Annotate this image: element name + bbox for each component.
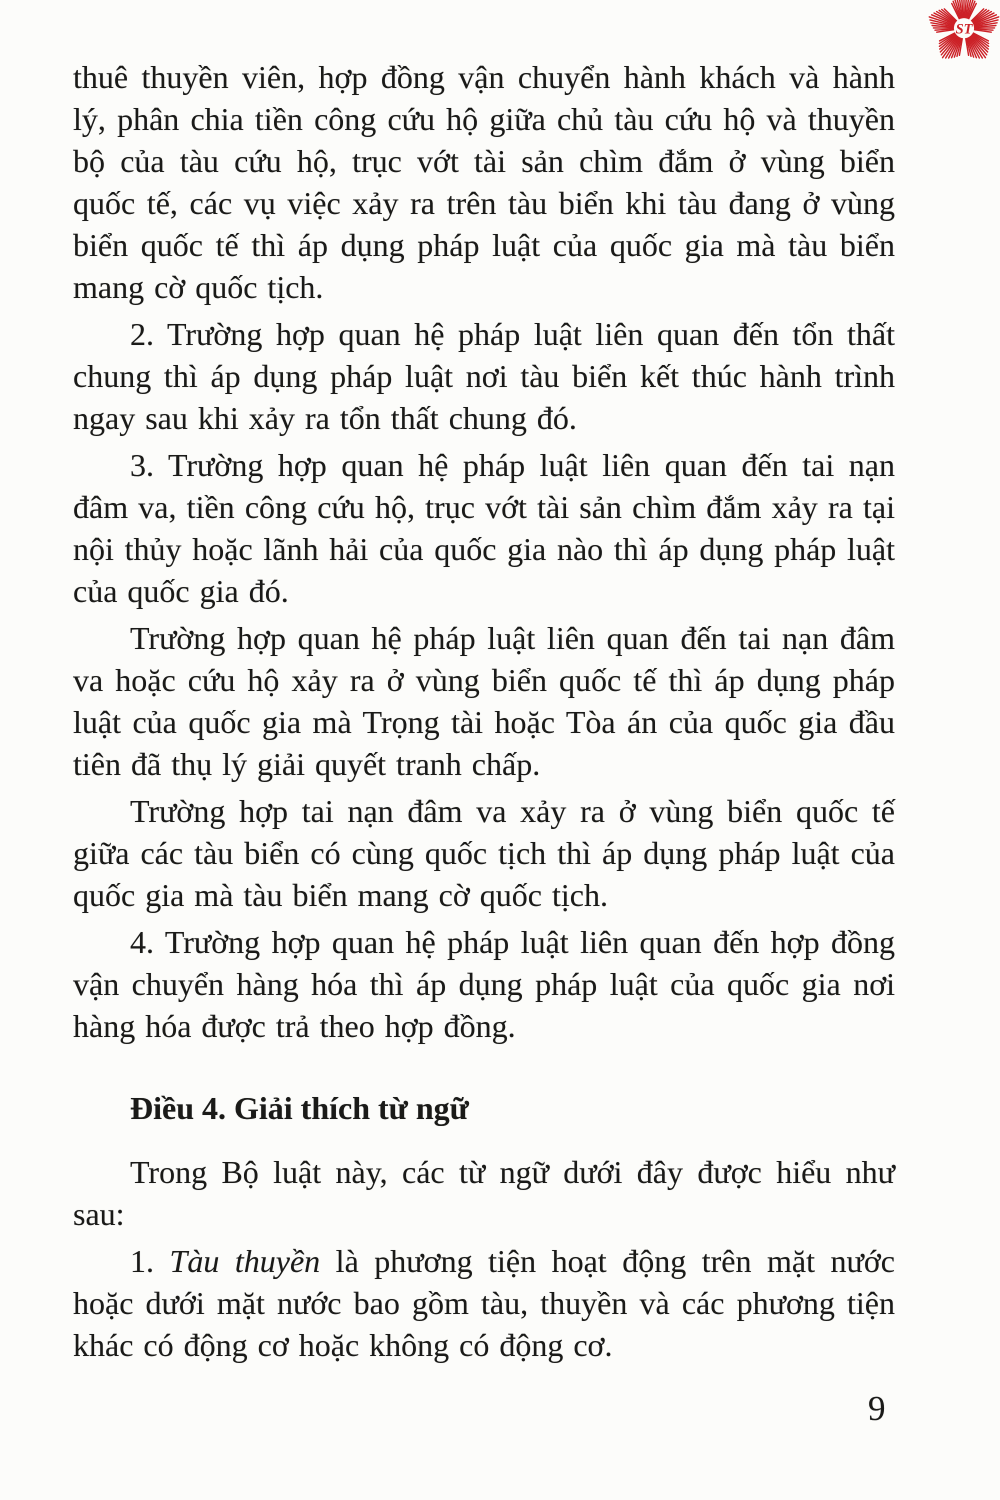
definition-1-text: là phương tiện hoạt động trên mặt nước hoặc dưới mặt nước bao gồm tàu, thuyền và các phương tiện khác có động cơ hoặc không có động cơ. [73,1243,896,1363]
paragraph-clause-3-same-flag: Trường hợp tai nạn đâm va xảy ra ở vùng biển quốc tế giữa các tàu biển có cùng quốc tịch thì áp dụng pháp luật của quốc gia mà tàu biển mang cờ quốc tịch. [73,793,895,913]
paragraph-intro: Trong Bộ luật này, các từ ngữ dưới đây được hiểu như sau: [73,1154,895,1232]
paragraph-definition-1 [73,1240,895,1366]
paragraph-clause-3: 3. Trường hợp quan hệ pháp luật liên quan đến tai nạn đâm va, tiền công cứu hộ, trục vớt tài sản chìm đắm xảy ra tại nội thủy hoặc lãnh hải của quốc gia nào thì áp dụng pháp luật của quốc gia đó. [73,447,895,609]
page-number: 9 [868,1389,886,1428]
logo-monogram: ST [955,21,973,38]
paragraph-clause-2: 2. Trường hợp quan hệ pháp luật liên quan đến tổn thất chung thì áp dụng pháp luật nơi tàu biển kết thúc hành trình ngay sau khi xảy ra tổn thất chung đó. [73,316,895,436]
definition-1-number: 1. [130,1243,170,1279]
paragraph-clause-3-international-waters: Trường hợp quan hệ pháp luật liên quan đến tai nạn đâm va hoặc cứu hộ xảy ra ở vùng biển quốc tế thì áp dụng pháp luật của quốc gia mà Trọng tài hoặc Tòa án của quốc gia đầu tiên đã thụ lý giải quyết tranh chấp. [73,620,895,782]
paragraph-clause-4: 4. Trường hợp quan hệ pháp luật liên quan đến hợp đồng vận chuyển hàng hóa thì áp dụng pháp luật của quốc gia nơi hàng hóa được trả theo hợp đồng. [73,924,895,1044]
article-4-heading: Điều 4. Giải thích từ ngữ [130,1090,469,1126]
publisher-starburst-logo-icon [916,0,1000,80]
paragraph-continuation: thuê thuyền viên, hợp đồng vận chuyển hành khách và hành lý, phân chia tiền công cứu hộ giữa chủ tàu cứu hộ và thuyền bộ của tàu cứu hộ, trục vớt tài sản chìm đắm ở vùng biển quốc tế, các vụ việc xảy ra trên tàu biển khi tàu đang ở vùng biển quốc tế thì áp dụng pháp luật của quốc gia mà tàu biển mang cờ quốc tịch. [73,59,895,305]
page-text-column [73,56,895,1371]
definition-1-term: Tàu thuyền [169,1243,321,1279]
